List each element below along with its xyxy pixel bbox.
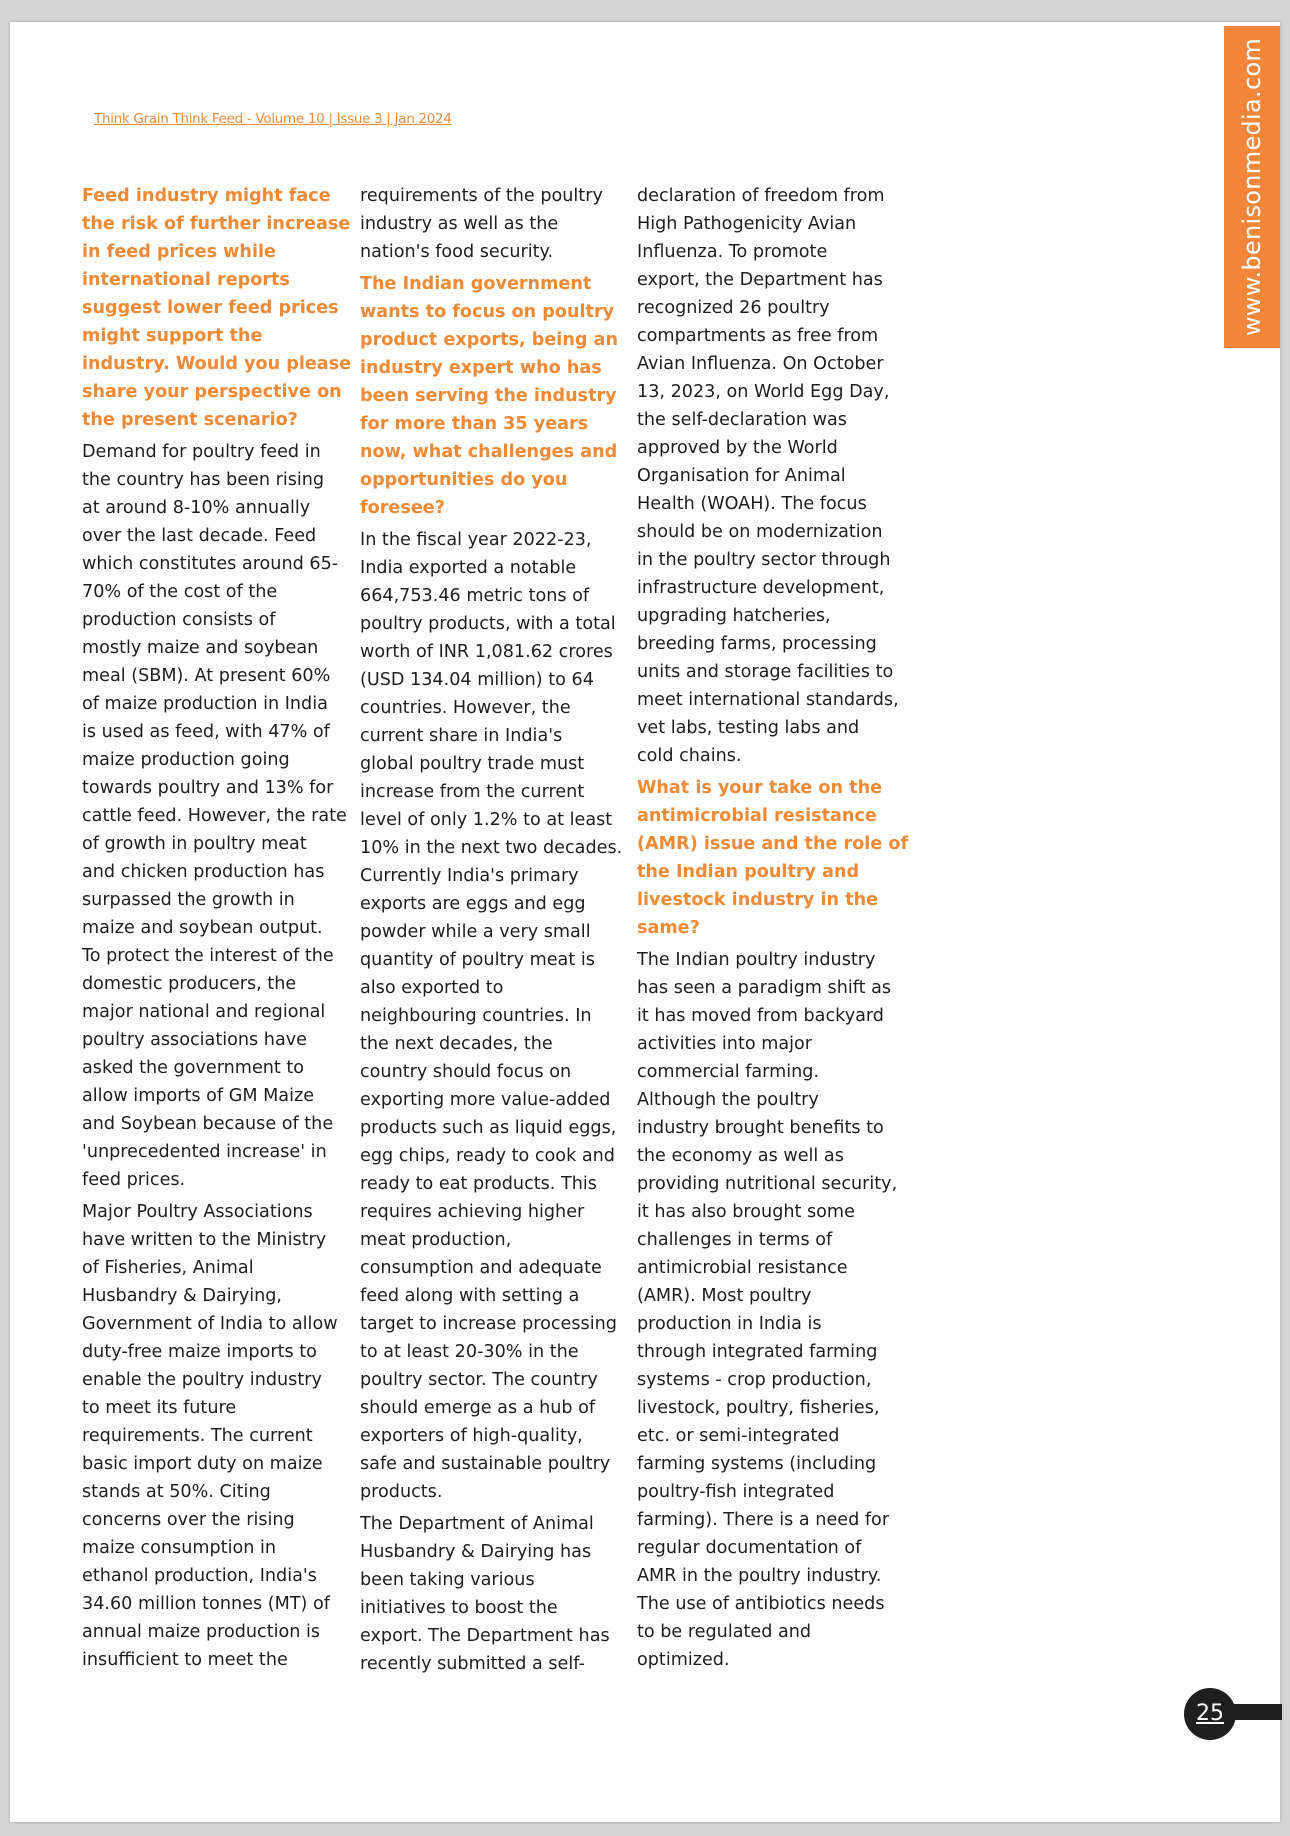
- paragraph-line: insufficient to meet the: [82, 1650, 288, 1670]
- paragraph-line: requirements of the poultry: [360, 186, 603, 206]
- paragraph-line: consumption and adequate: [360, 1258, 602, 1278]
- body-paragraph: [360, 526, 628, 1506]
- interview-question: [360, 270, 628, 522]
- paragraph-line: should emerge as a hub of: [360, 1398, 596, 1418]
- paragraph-line: infrastructure development,: [637, 578, 885, 598]
- paragraph-line: exporting more value-added: [360, 1090, 611, 1110]
- paragraph-line: Major Poultry Associations: [82, 1202, 313, 1222]
- running-header[interactable]: Think Grain Think Feed - Volume 10 | Issue 3 | Jan 2024: [94, 111, 452, 127]
- paragraph-line: should be on modernization: [637, 522, 883, 542]
- paragraph-line: which constitutes around 65-: [82, 554, 339, 574]
- paragraph-line: 70% of the cost of the: [82, 582, 278, 602]
- body-paragraph: [637, 946, 905, 1674]
- question-line: foresee?: [360, 498, 445, 518]
- paragraph-line: livestock, poultry, fisheries,: [637, 1398, 880, 1418]
- paragraph-line: meat production,: [360, 1230, 512, 1250]
- question-line: product exports, being an: [360, 330, 618, 350]
- paragraph-line: challenges in terms of: [637, 1230, 833, 1250]
- question-line: now, what challenges and: [360, 442, 618, 462]
- paragraph-line: over the last decade. Feed: [82, 526, 317, 546]
- paragraph-line: products such as liquid eggs,: [360, 1118, 617, 1138]
- paragraph-line: etc. or semi-integrated: [637, 1426, 840, 1446]
- question-line: been serving the industry: [360, 386, 617, 406]
- paragraph-line: Demand for poultry feed in: [82, 442, 321, 462]
- question-line: (AMR) issue and the role of: [637, 834, 909, 854]
- paragraph-line: breeding farms, processing: [637, 634, 877, 654]
- paragraph-line: (USD 134.04 million) to 64: [360, 670, 594, 690]
- paragraph-line: surpassed the growth in: [82, 890, 295, 910]
- paragraph-line: feed along with setting a: [360, 1286, 580, 1306]
- interview-question: [637, 774, 909, 942]
- article-column-3: [637, 182, 909, 1678]
- paragraph-line: Government of India to allow: [82, 1314, 338, 1334]
- paragraph-line: industry as well as the: [360, 214, 559, 234]
- paragraph-line: of growth in poultry meat: [82, 834, 307, 854]
- body-paragraph: [82, 1198, 350, 1674]
- paragraph-line: the next decades, the: [360, 1034, 553, 1054]
- paragraph-line: worth of INR 1,081.62 crores: [360, 642, 613, 662]
- paragraph-line: to be regulated and: [637, 1622, 812, 1642]
- paragraph-line: industry brought benefits to: [637, 1118, 884, 1138]
- page-number[interactable]: 25: [1184, 1688, 1236, 1740]
- paragraph-line: safe and sustainable poultry: [360, 1454, 611, 1474]
- paragraph-line: recently submitted a self-: [360, 1654, 585, 1674]
- question-line: might support the: [82, 326, 263, 346]
- paragraph-line: poultry sector. The country: [360, 1370, 598, 1390]
- paragraph-line: exports are eggs and egg: [360, 894, 586, 914]
- paragraph-line: (AMR). Most poultry: [637, 1286, 812, 1306]
- paragraph-line: production consists of: [82, 610, 276, 630]
- paragraph-line: asked the government to: [82, 1058, 305, 1078]
- paragraph-line: poultry products, with a total: [360, 614, 616, 634]
- paragraph-line: maize production going: [82, 750, 290, 770]
- paragraph-line: powder while a very small: [360, 922, 591, 942]
- question-line: livestock industry in the: [637, 890, 879, 910]
- paragraph-line: 664,753.46 metric tons of: [360, 586, 590, 606]
- paragraph-line: concerns over the rising: [82, 1510, 295, 1530]
- paragraph-line: major national and regional: [82, 1002, 326, 1022]
- paragraph-line: export, the Department has: [637, 270, 883, 290]
- paragraph-line: is used as feed, with 47% of: [82, 722, 330, 742]
- paragraph-line: farming systems (including: [637, 1454, 877, 1474]
- question-line: the risk of further increase: [82, 214, 351, 234]
- paragraph-line: The Indian poultry industry: [637, 950, 876, 970]
- question-line: opportunities do you: [360, 470, 568, 490]
- paragraph-line: and Soybean because of the: [82, 1114, 334, 1134]
- paragraph-line: at around 8-10% annually: [82, 498, 311, 518]
- paragraph-line: increase from the current: [360, 782, 585, 802]
- paragraph-line: optimized.: [637, 1650, 730, 1670]
- question-line: Feed industry might face: [82, 186, 331, 206]
- question-line: in feed prices while: [82, 242, 276, 262]
- paragraph-line: Organisation for Animal: [637, 466, 846, 486]
- paragraph-line: global poultry trade must: [360, 754, 585, 774]
- paragraph-line: through integrated farming: [637, 1342, 878, 1362]
- paragraph-line: country should focus on: [360, 1062, 572, 1082]
- body-paragraph: [637, 182, 905, 770]
- paragraph-line: maize consumption in: [82, 1538, 277, 1558]
- question-line: share your perspective on: [82, 382, 342, 402]
- paragraph-line: requirements. The current: [82, 1426, 313, 1446]
- paragraph-line: Currently India's primary: [360, 866, 579, 886]
- question-line: The Indian government: [360, 274, 592, 294]
- paragraph-line: requires achieving higher: [360, 1202, 585, 1222]
- question-line: for more than 35 years: [360, 414, 589, 434]
- question-line: wants to focus on poultry: [360, 302, 615, 322]
- paragraph-line: neighbouring countries. In: [360, 1006, 592, 1026]
- paragraph-line: stands at 50%. Citing: [82, 1482, 271, 1502]
- paragraph-line: been taking various: [360, 1570, 535, 1590]
- question-line: the Indian poultry and: [637, 862, 860, 882]
- paragraph-line: the self-declaration was: [637, 410, 847, 430]
- paragraph-line: poultry associations have: [82, 1030, 307, 1050]
- question-line: international reports: [82, 270, 290, 290]
- article-column-2: [360, 182, 628, 1682]
- paragraph-line: duty-free maize imports to: [82, 1342, 317, 1362]
- magazine-page: [10, 22, 1280, 1822]
- paragraph-line: Husbandry & Dairying,: [82, 1286, 283, 1306]
- paragraph-line: level of only 1.2% to at least: [360, 810, 613, 830]
- paragraph-line: to at least 20-30% in the: [360, 1342, 579, 1362]
- paragraph-line: has seen a paradigm shift as: [637, 978, 892, 998]
- paragraph-line: 34.60 million tonnes (MT) of: [82, 1594, 330, 1614]
- paragraph-line: towards poultry and 13% for: [82, 778, 334, 798]
- paragraph-line: To protect the interest of the: [82, 946, 334, 966]
- paragraph-line: egg chips, ready to cook and: [360, 1146, 615, 1166]
- question-line: the present scenario?: [82, 410, 298, 430]
- paragraph-line: domestic producers, the: [82, 974, 297, 994]
- paragraph-line: units and storage facilities to: [637, 662, 894, 682]
- question-line: industry expert who has: [360, 358, 602, 378]
- paragraph-line: enable the poultry industry: [82, 1370, 322, 1390]
- paragraph-line: 'unprecedented increase' in: [82, 1142, 327, 1162]
- paragraph-line: maize and soybean output.: [82, 918, 323, 938]
- website-side-tab: [1224, 26, 1280, 348]
- paragraph-line: regular documentation of: [637, 1538, 862, 1558]
- question-line: industry. Would you please: [82, 354, 352, 374]
- paragraph-line: antimicrobial resistance: [637, 1258, 848, 1278]
- question-line: What is your take on the: [637, 778, 883, 798]
- paragraph-line: mostly maize and soybean: [82, 638, 319, 658]
- paragraph-line: initiatives to boost the: [360, 1598, 558, 1618]
- paragraph-line: commercial farming.: [637, 1062, 820, 1082]
- paragraph-line: In the fiscal year 2022-23,: [360, 530, 592, 550]
- paragraph-line: Although the poultry: [637, 1090, 819, 1110]
- page-number-bar: [1230, 1704, 1282, 1720]
- paragraph-line: meal (SBM). At present 60%: [82, 666, 331, 686]
- paragraph-line: systems - crop production,: [637, 1370, 872, 1390]
- paragraph-line: allow imports of GM Maize: [82, 1086, 315, 1106]
- paragraph-line: Influenza. To promote: [637, 242, 828, 262]
- paragraph-line: it has also brought some: [637, 1202, 855, 1222]
- paragraph-line: The use of antibiotics needs: [637, 1594, 885, 1614]
- paragraph-line: approved by the World: [637, 438, 838, 458]
- paragraph-line: also exported to: [360, 978, 504, 998]
- paragraph-line: activities into major: [637, 1034, 813, 1054]
- paragraph-line: countries. However, the: [360, 698, 571, 718]
- paragraph-line: declaration of freedom from: [637, 186, 885, 206]
- paragraph-line: it has moved from backyard: [637, 1006, 884, 1026]
- paragraph-line: nation's food security.: [360, 242, 554, 262]
- question-line: antimicrobial resistance: [637, 806, 877, 826]
- question-line: same?: [637, 918, 700, 938]
- paragraph-line: current share in India's: [360, 726, 563, 746]
- paragraph-line: and chicken production has: [82, 862, 325, 882]
- paragraph-line: meet international standards,: [637, 690, 899, 710]
- paragraph-line: of Fisheries, Animal: [82, 1258, 254, 1278]
- paragraph-line: upgrading hatcheries,: [637, 606, 831, 626]
- paragraph-line: products.: [360, 1482, 443, 1502]
- paragraph-line: target to increase processing: [360, 1314, 617, 1334]
- paragraph-line: have written to the Ministry: [82, 1230, 327, 1250]
- paragraph-line: High Pathogenicity Avian: [637, 214, 857, 234]
- paragraph-line: Health (WOAH). The focus: [637, 494, 867, 514]
- paragraph-line: the country has been rising: [82, 470, 325, 490]
- paragraph-line: poultry-fish integrated: [637, 1482, 835, 1502]
- paragraph-line: feed prices.: [82, 1170, 186, 1190]
- paragraph-line: annual maize production is: [82, 1622, 321, 1642]
- paragraph-line: Avian Influenza. On October: [637, 354, 884, 374]
- paragraph-line: production in India is: [637, 1314, 822, 1334]
- website-url[interactable]: www.benisonmedia.com: [1238, 37, 1266, 337]
- paragraph-line: basic import duty on maize: [82, 1454, 323, 1474]
- paragraph-line: in the poultry sector through: [637, 550, 891, 570]
- paragraph-line: 13, 2023, on World Egg Day,: [637, 382, 890, 402]
- paragraph-line: Husbandry & Dairying has: [360, 1542, 592, 1562]
- paragraph-line: providing nutritional security,: [637, 1174, 898, 1194]
- paragraph-line: ready to eat products. This: [360, 1174, 597, 1194]
- paragraph-line: cold chains.: [637, 746, 742, 766]
- question-line: suggest lower feed prices: [82, 298, 339, 318]
- paragraph-line: vet labs, testing labs and: [637, 718, 860, 738]
- paragraph-line: compartments as free from: [637, 326, 879, 346]
- paragraph-line: the economy as well as: [637, 1146, 844, 1166]
- interview-question: [82, 182, 350, 434]
- paragraph-line: AMR in the poultry industry.: [637, 1566, 882, 1586]
- paragraph-line: The Department of Animal: [360, 1514, 594, 1534]
- paragraph-line: cattle feed. However, the rate: [82, 806, 347, 826]
- paragraph-line: to meet its future: [82, 1398, 237, 1418]
- paragraph-line: exporters of high-quality,: [360, 1426, 583, 1446]
- paragraph-line: farming). There is a need for: [637, 1510, 890, 1530]
- paragraph-line: quantity of poultry meat is: [360, 950, 595, 970]
- body-paragraph: [360, 182, 628, 266]
- paragraph-line: ethanol production, India's: [82, 1566, 317, 1586]
- article-column-1: [82, 182, 350, 1678]
- body-paragraph: [360, 1510, 628, 1678]
- paragraph-line: export. The Department has: [360, 1626, 610, 1646]
- paragraph-line: recognized 26 poultry: [637, 298, 830, 318]
- paragraph-line: India exported a notable: [360, 558, 577, 578]
- paragraph-line: 10% in the next two decades.: [360, 838, 623, 858]
- body-paragraph: [82, 438, 350, 1194]
- paragraph-line: of maize production in India: [82, 694, 328, 714]
